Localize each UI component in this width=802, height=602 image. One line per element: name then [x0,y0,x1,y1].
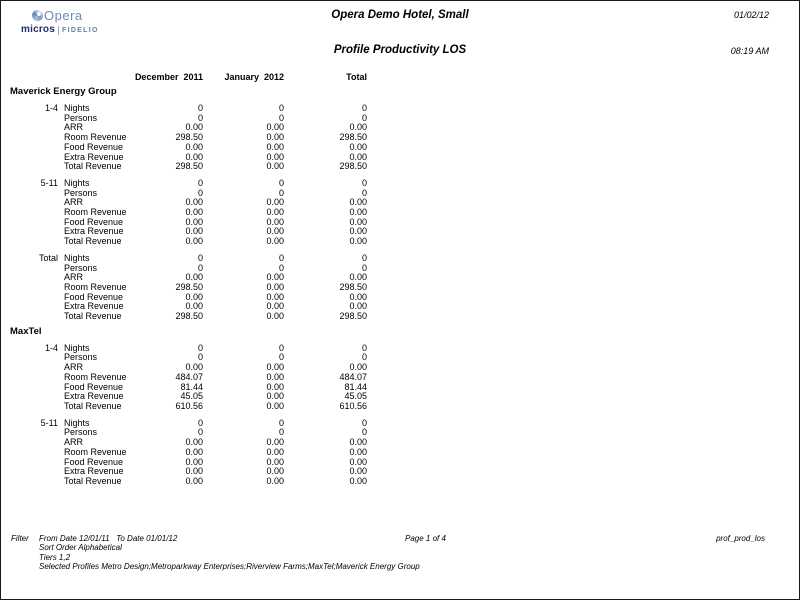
value-january: 0.00 [266,311,284,322]
value-total: 484.07 [339,371,367,382]
value-total: 0.00 [349,151,367,162]
value-january: 0 [278,112,284,123]
logo-divider [58,26,59,35]
value-total: 0.00 [349,226,367,237]
value-january: 0.00 [266,466,284,477]
metric-label: Extra Revenue [64,391,124,402]
table-row [1,104,800,114]
metric-label: Persons [64,262,98,273]
value-december: 0 [197,352,203,363]
table-row [1,477,800,487]
value-total: 0 [361,352,367,363]
table-row [1,162,800,172]
value-total: 0 [361,262,367,273]
value-total: 610.56 [339,400,367,411]
value-january: 0.00 [266,216,284,227]
group-name: MaxTel [10,325,42,337]
table-row [1,312,800,322]
value-total: 0 [361,177,367,188]
metric-label: Persons [64,352,98,363]
value-december: 0.00 [185,151,203,162]
value-december: 0.00 [185,216,203,227]
value-december: 0.00 [185,207,203,218]
value-december: 0 [197,177,203,188]
value-total: 0 [361,187,367,198]
metric-label: Room Revenue [64,207,127,218]
value-january: 0 [278,417,284,428]
metric-label: Total Revenue [64,236,122,247]
value-december: 298.50 [175,281,203,292]
table-row [1,402,800,412]
value-january: 0.00 [266,381,284,392]
metric-label: Room Revenue [64,371,127,382]
value-total: 0.00 [349,475,367,486]
los-block [1,344,800,412]
profile-group [1,86,800,322]
metric-label: Total Revenue [64,400,122,411]
value-total: 0.00 [349,122,367,133]
filter-label: Filter [11,534,29,543]
metric-label: Food Revenue [64,456,124,467]
los-qualifier: 5-11 [40,417,58,428]
metric-label: Nights [64,342,90,353]
table-row [1,264,800,274]
filter-line: Selected Profiles Metro Design;Metroparkway Enterprises;Riverview Farms;MaxTel;Maverick Energy Group [39,562,420,572]
value-total: 0 [361,427,367,438]
metric-label: ARR [64,122,84,133]
value-december: 0.00 [185,475,203,486]
value-december: 0.00 [185,456,203,467]
page-number: Page 1 of 4 [405,534,446,543]
value-december: 0.00 [185,226,203,237]
value-total: 0.00 [349,446,367,457]
filter-line: Tiers 1,2 [39,552,71,562]
value-total: 0 [361,417,367,428]
metric-label: Nights [64,417,90,428]
value-january: 0 [278,262,284,273]
metric-label: ARR [64,437,84,448]
value-january: 0 [278,177,284,188]
table-row [1,179,800,189]
column-headers [1,72,800,82]
report-id: prof_prod_los [716,534,765,543]
value-total: 0.00 [349,272,367,283]
value-december: 0.00 [185,272,203,283]
value-december: 0 [197,342,203,353]
value-december: 0 [197,252,203,263]
value-december: 0 [197,427,203,438]
print-time: 08:19 AM [730,46,769,56]
value-total: 0.00 [349,362,367,373]
metric-label: Total Revenue [64,475,122,486]
metric-label: Persons [64,187,98,198]
value-december: 0 [197,103,203,113]
value-january: 0.00 [266,141,284,152]
value-december: 0 [197,112,203,123]
value-january: 0.00 [266,207,284,218]
metric-label: Extra Revenue [64,151,124,162]
los-block [1,419,800,487]
value-total: 0.00 [349,207,367,218]
value-total: 298.50 [339,132,367,143]
metric-label: Persons [64,112,98,123]
value-december: 298.50 [175,161,203,172]
value-total: 45.05 [344,391,367,402]
value-total: 298.50 [339,281,367,292]
value-january: 0.00 [266,122,284,133]
value-january: 0.00 [266,197,284,208]
metric-label: Persons [64,427,98,438]
los-qualifier: 5-11 [40,177,58,188]
los-block [1,104,800,172]
value-january: 0.00 [266,400,284,411]
los-qualifier: 1-4 [44,342,58,353]
value-january: 0.00 [266,281,284,292]
value-december: 0.00 [185,122,203,133]
value-total: 0.00 [349,291,367,302]
value-december: 0.00 [185,197,203,208]
value-january: 0.00 [266,161,284,172]
value-december: 45.05 [180,391,203,402]
value-december: 0 [197,417,203,428]
value-january: 0.00 [266,391,284,402]
value-december: 610.56 [175,400,203,411]
metric-label: Room Revenue [64,446,127,457]
value-december: 298.50 [175,311,203,322]
value-january: 0 [278,342,284,353]
value-december: 0.00 [185,446,203,457]
print-date: 01/02/12 [733,10,769,20]
value-january: 0.00 [266,132,284,143]
value-total: 298.50 [339,311,367,322]
value-total: 0 [361,252,367,263]
value-total: 0 [361,342,367,353]
value-total: 0.00 [349,141,367,152]
metric-label: Food Revenue [64,216,124,227]
metric-label: Total Revenue [64,161,122,172]
value-january: 0.00 [266,301,284,312]
group-name: Maverick Energy Group [10,86,117,97]
value-january: 0 [278,427,284,438]
value-total: 0.00 [349,456,367,467]
profile-group [1,326,800,487]
metric-label: Food Revenue [64,381,124,392]
los-block [1,179,800,247]
value-total: 0 [361,103,367,113]
value-january: 0.00 [266,151,284,162]
value-total: 0.00 [349,216,367,227]
value-total: 0.00 [349,466,367,477]
value-january: 0 [278,352,284,363]
value-total: 298.50 [339,161,367,172]
hotel-name: Opera Demo Hotel, Small [331,9,469,21]
value-december: 0.00 [185,141,203,152]
value-january: 0.00 [266,437,284,448]
table-row [1,419,800,429]
metric-label: Total Revenue [64,311,122,322]
report-title: Profile Productivity LOS [333,44,467,56]
value-january: 0.00 [266,362,284,373]
metric-label: ARR [64,272,84,283]
report-footer [1,534,800,572]
value-december: 0.00 [185,362,203,373]
table-row [1,237,800,247]
table-row [1,344,800,354]
table-row [1,189,800,199]
value-total: 0.00 [349,236,367,247]
value-january: 0 [278,103,284,113]
value-january: 0.00 [266,371,284,382]
column-header-december-2011: December 2011 [134,72,203,82]
los-qualifier: 1-4 [44,103,58,113]
value-january: 0.00 [266,475,284,486]
micros-logo-text: micros [21,24,55,35]
value-january: 0.00 [266,272,284,283]
metric-label: Room Revenue [64,132,127,143]
metric-label: Room Revenue [64,281,127,292]
value-january: 0 [278,252,284,263]
report-body [1,72,800,487]
value-december: 81.44 [180,381,203,392]
fidelio-logo-text: FIDELIO [62,26,99,34]
table-row [1,114,800,124]
value-january: 0 [278,187,284,198]
value-total: 0.00 [349,197,367,208]
value-december: 484.07 [175,371,203,382]
value-december: 0 [197,262,203,273]
metric-label: ARR [64,362,84,373]
value-january: 0.00 [266,456,284,467]
value-december: 0.00 [185,466,203,477]
metric-label: Nights [64,252,90,263]
report-groups [1,86,800,487]
metric-label: Food Revenue [64,141,124,152]
value-january: 0.00 [266,226,284,237]
value-december: 298.50 [175,132,203,143]
filter-line: Sort Order Alphabetical [39,543,122,553]
metric-label: Extra Revenue [64,301,124,312]
value-december: 0.00 [185,301,203,312]
value-total: 81.44 [344,381,367,392]
value-december: 0 [197,187,203,198]
metric-label: Food Revenue [64,291,124,302]
value-december: 0.00 [185,437,203,448]
value-december: 0.00 [185,236,203,247]
value-total: 0.00 [349,437,367,448]
value-total: 0 [361,112,367,123]
opera-logo-text: Opera [44,8,83,23]
table-row [1,254,800,264]
micros-fidelio-logo [21,25,99,35]
metric-label: ARR [64,197,84,208]
metric-label: Nights [64,177,90,188]
metric-label: Extra Revenue [64,466,124,477]
metric-label: Extra Revenue [64,226,124,237]
table-row [1,353,800,363]
value-january: 0.00 [266,236,284,247]
metric-label: Nights [64,103,90,113]
los-qualifier: Total [38,252,58,263]
column-header-january-2012: January 2012 [224,72,284,82]
los-block [1,254,800,322]
table-row [1,428,800,438]
filter-line: From Date 12/01/11 To Date 01/01/12 [39,534,178,543]
value-january: 0.00 [266,291,284,302]
column-header-total: Total [346,72,367,82]
value-january: 0.00 [266,446,284,457]
value-total: 0.00 [349,301,367,312]
value-december: 0.00 [185,291,203,302]
